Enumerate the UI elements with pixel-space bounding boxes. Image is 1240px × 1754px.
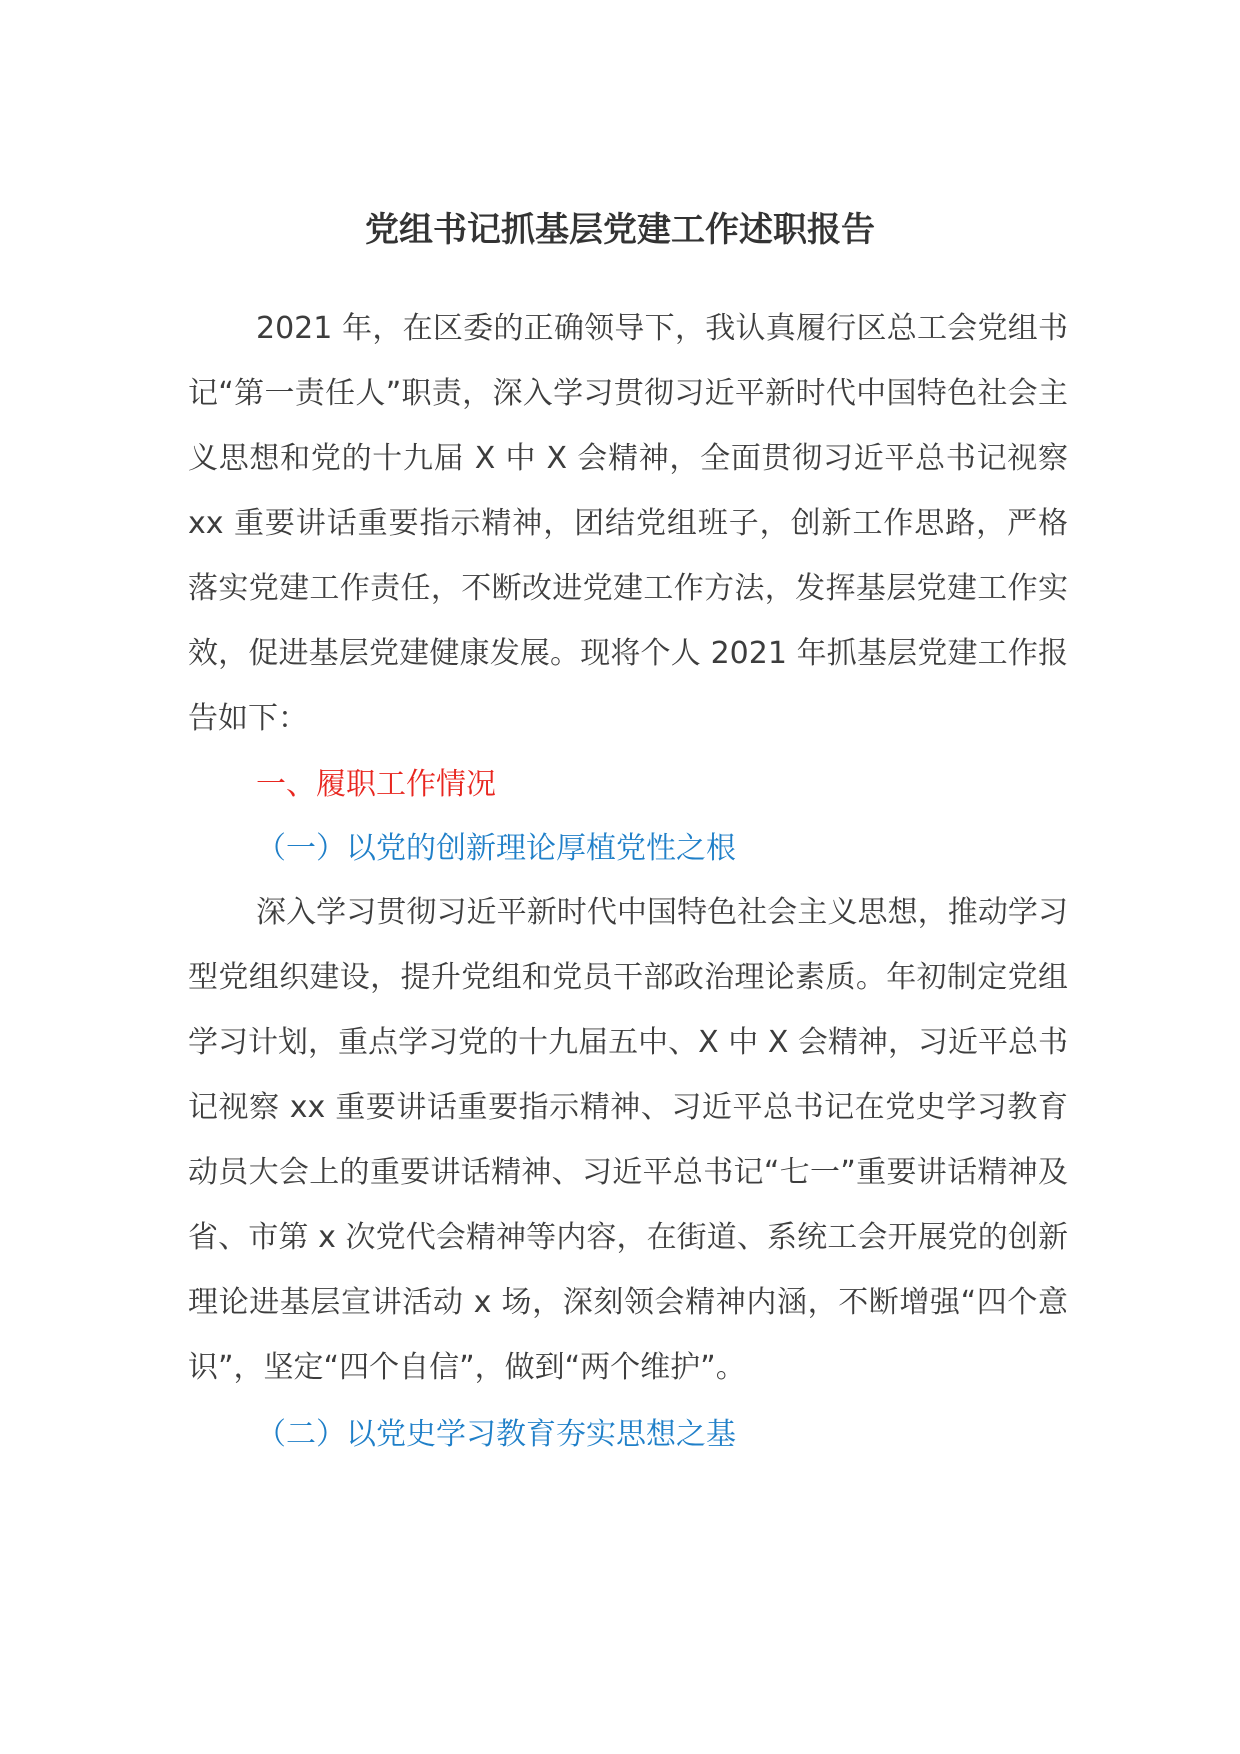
subheading-2: （二）以党史学习教育夯实思想之基 <box>256 1417 736 1452</box>
document-title: 党组书记抓基层党建工作述职报告 <box>365 210 875 250</box>
section-heading-1: 一、履职工作情况 <box>256 767 496 802</box>
subheading-1: （一）以党的创新理论厚植党性之根 <box>256 831 736 866</box>
intro-paragraph: 2021 年，在区委的正确领导下，我认真履行区总工会党组书记“第一责任人”职责，深入学习贯彻习近平新时代中国特色社会主义思想和党的十九届 X 中 X 会精神，全面贯彻习近平总书记视察 xx 重要讲话重要指示精神，团结党组班子，创新工作思路，严格落实党建工作责任，不断改进党建工作方法，发挥基层党建工作实效，促进基层党建健康发展。现将个人 2021 年抓基层党建工作报告如下： <box>188 311 1068 736</box>
body-paragraph-1: 深入学习贯彻习近平新时代中国特色社会主义思想，推动学习型党组织建设，提升党组和党员干部政治理论素质。年初制定党组学习计划，重点学习党的十九届五中、X 中 X 会精神，习近平总书记视察 xx 重要讲话重要指示精神、习近平总书记在党史学习教育动员大会上的重要讲话精神、习近平总书记“七一”重要讲话精神及省、市第 x 次党代会精神等内容，在街道、系统工会开展党的创新理论进基层宣讲活动 x 场，深刻领会精神内涵，不断增强“四个意识”，坚定“四个自信”，做到“两个维护”。 <box>188 895 1068 1385</box>
